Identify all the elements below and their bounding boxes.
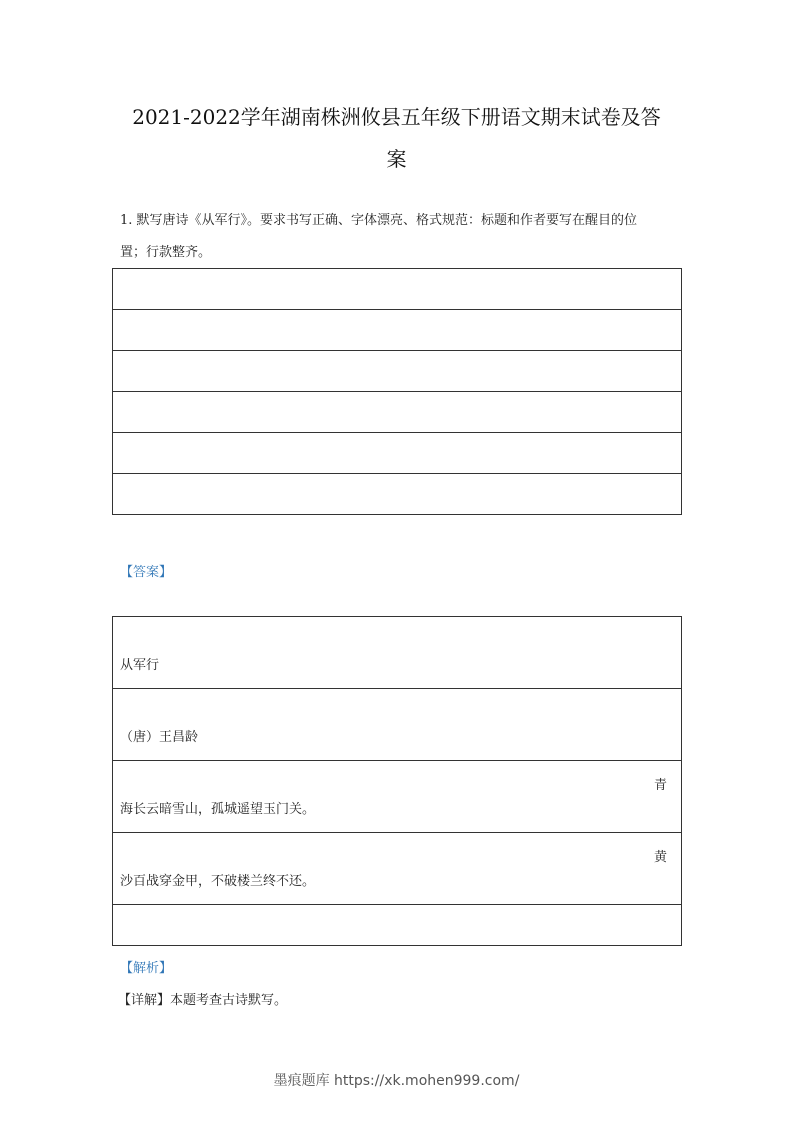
question-text-line1: 1. 默写唐诗《从军行》。要求书写正确、字体漂亮、格式规范：标题和作者要写在醒目的位 — [120, 213, 638, 228]
writing-grid-row — [113, 269, 682, 310]
writing-grid-row — [113, 310, 682, 351]
answer-cell — [113, 617, 682, 689]
answer-cell — [113, 833, 682, 905]
answer-row — [113, 833, 682, 905]
writing-grid-cell — [113, 351, 682, 392]
footer-watermark: 墨痕题库 https://xk.mohen999.com/ — [273, 1073, 520, 1089]
writing-grid-cell — [113, 474, 682, 515]
poem-title: 从军行 — [120, 658, 160, 673]
writing-grid-cell — [113, 269, 682, 310]
document-title-line1: 2021-2022学年湖南株洲攸县五年级下册语文期末试卷及答 — [132, 105, 661, 129]
writing-grid-cell — [113, 392, 682, 433]
answer-grid — [112, 616, 682, 946]
writing-grid — [112, 268, 682, 515]
analysis-detail: 【详解】本题考查古诗默写。 — [118, 993, 288, 1008]
question-text-line2: 置；行款整齐。 — [120, 245, 212, 260]
writing-grid-row — [113, 392, 682, 433]
answer-row — [113, 617, 682, 689]
poem-author: （唐）王昌龄 — [120, 730, 199, 745]
answer-row — [113, 761, 682, 833]
writing-grid-row — [113, 351, 682, 392]
writing-grid-cell — [113, 310, 682, 351]
answer-cell — [113, 689, 682, 761]
document-title-line2: 案 — [386, 147, 407, 171]
answer-row — [113, 689, 682, 761]
poem-line-start-char: 黄 — [653, 850, 667, 865]
answer-cell — [113, 905, 682, 946]
poem-line-start-char: 青 — [653, 778, 667, 793]
poem-line: 海长云暗雪山，孤城遥望玉门关。 — [120, 802, 316, 817]
analysis-label: 【解析】 — [120, 961, 173, 976]
answer-row — [113, 905, 682, 946]
poem-line: 沙百战穿金甲，不破楼兰终不还。 — [120, 874, 316, 889]
writing-grid-row — [113, 433, 682, 474]
writing-grid-cell — [113, 433, 682, 474]
writing-grid-row — [113, 474, 682, 515]
answer-label: 【答案】 — [120, 565, 173, 580]
answer-cell — [113, 761, 682, 833]
